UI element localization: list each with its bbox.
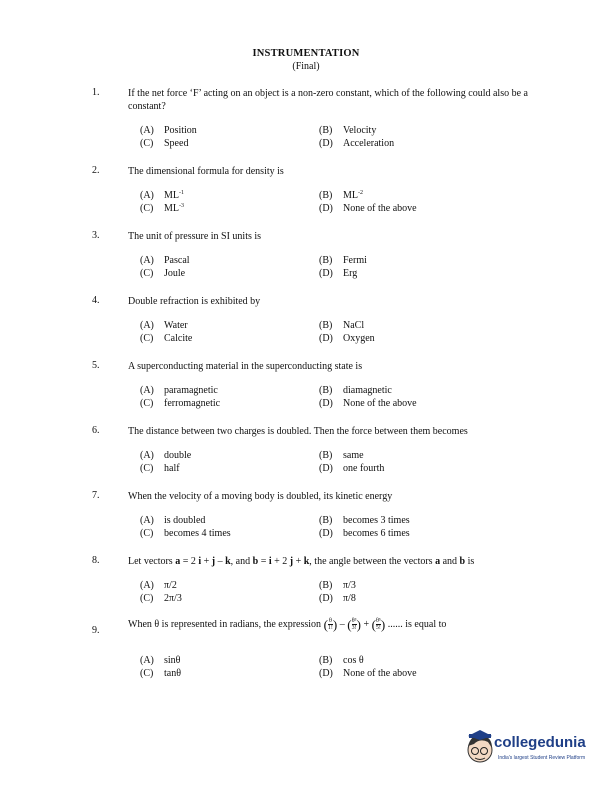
option-a	[140, 320, 188, 331]
text-part: –	[215, 556, 226, 567]
option-text: ferromagnetic	[164, 398, 221, 409]
option-label: (B)	[319, 515, 333, 526]
option-a	[140, 190, 184, 201]
option-a	[140, 450, 191, 461]
text-part: , the angle between the vectors	[309, 556, 436, 567]
option-a	[140, 125, 197, 136]
text-part: +	[293, 556, 304, 567]
option-d	[319, 333, 375, 344]
option-text: π/8	[343, 593, 356, 604]
option-label: (A)	[140, 515, 154, 526]
question-number: 9.	[92, 625, 100, 636]
option-text: diamagnetic	[343, 385, 392, 396]
option-c	[140, 138, 188, 149]
option-c	[140, 463, 180, 474]
option-text: 2π/3	[164, 593, 182, 604]
option-text: Calcite	[164, 333, 193, 344]
question-number: 6.	[92, 425, 100, 436]
option-d	[319, 528, 410, 539]
option-c	[140, 668, 181, 679]
option-text: Fermi	[343, 255, 367, 266]
vector-i: i	[198, 556, 202, 567]
question-number: 1.	[92, 87, 100, 98]
option-label: (B)	[319, 190, 333, 201]
option-c	[140, 203, 184, 214]
option-text: None of the above	[343, 668, 417, 679]
option-text: Position	[164, 125, 197, 136]
vector-a: a	[175, 556, 181, 567]
option-b	[319, 385, 392, 396]
option-text: Velocity	[343, 125, 377, 136]
option-superscript: -1	[179, 190, 184, 196]
option-label: (A)	[140, 655, 154, 666]
option-label: (B)	[319, 580, 333, 591]
option-d	[319, 668, 417, 679]
option-label: (D)	[319, 268, 333, 279]
option-text: Joule	[164, 268, 186, 279]
math-paren: (	[347, 617, 352, 633]
vector-k: k	[303, 556, 310, 567]
option-label: (D)	[319, 593, 333, 604]
option-label: (B)	[319, 385, 333, 396]
question-text: Double refraction is exhibited by	[128, 296, 261, 307]
option-a	[140, 515, 205, 526]
option-label: (C)	[140, 268, 154, 279]
option-b	[319, 190, 363, 201]
question-text	[128, 618, 578, 631]
option-text: sinθ	[164, 655, 181, 666]
option-text: paramagnetic	[164, 385, 218, 396]
option-a	[140, 385, 218, 396]
option-text: ML	[164, 203, 179, 214]
numerator: θ	[328, 618, 332, 625]
numerator: θ⁵	[375, 618, 381, 625]
option-label: (C)	[140, 138, 154, 149]
option-b	[319, 125, 376, 136]
option-b	[319, 320, 364, 331]
option-a	[140, 255, 190, 266]
option-label: (A)	[140, 385, 154, 396]
option-b	[319, 255, 367, 266]
option-text: Pascal	[164, 255, 190, 266]
vector-k: k	[225, 556, 231, 567]
math-operator: +	[363, 619, 370, 630]
option-label: (A)	[140, 320, 154, 331]
numerator: θ³	[351, 618, 357, 625]
text-part: and	[440, 556, 460, 567]
question-number: 7.	[92, 490, 100, 501]
math-paren: )	[380, 617, 386, 633]
option-label: (D)	[319, 398, 333, 409]
text-part: is	[465, 556, 475, 567]
question-text-post: ...... is equal to	[387, 619, 447, 630]
option-label: (D)	[319, 463, 333, 474]
option-label: (D)	[319, 138, 333, 149]
question-number: 3.	[92, 230, 100, 241]
option-label: (A)	[140, 125, 154, 136]
option-label: (B)	[319, 320, 333, 331]
vector-b: b	[459, 556, 466, 567]
option-b	[319, 450, 364, 461]
option-b	[319, 515, 410, 526]
text-part: =	[258, 556, 269, 567]
option-label: (D)	[319, 528, 333, 539]
page-subtitle: (Final)	[292, 61, 320, 72]
option-d	[319, 398, 417, 409]
question-text: When the velocity of a moving body is doubled, its kinetic energy	[128, 491, 393, 502]
option-c	[140, 398, 220, 409]
option-label: (A)	[140, 580, 154, 591]
option-label: (B)	[319, 655, 333, 666]
option-d	[319, 138, 394, 149]
option-c	[140, 528, 231, 539]
page-title: INSTRUMENTATION	[252, 48, 360, 59]
question-text	[128, 555, 568, 568]
option-d	[319, 268, 357, 279]
option-d	[319, 463, 384, 474]
question-text: A superconducting material in the superconducting state is	[128, 361, 363, 372]
option-text: None of the above	[343, 398, 417, 409]
math-operator: –	[339, 619, 345, 630]
option-text: becomes 3 times	[343, 515, 410, 526]
option-label: (C)	[140, 398, 154, 409]
vector-i: i	[268, 556, 272, 567]
option-text: Water	[164, 320, 188, 331]
option-text: becomes 6 times	[343, 528, 410, 539]
option-label: (A)	[140, 450, 154, 461]
option-label: (C)	[140, 333, 154, 344]
vector-j: j	[211, 556, 216, 567]
option-c	[140, 333, 192, 344]
option-text: Oxygen	[343, 333, 375, 344]
question-number: 8.	[92, 555, 100, 566]
option-label: (C)	[140, 593, 154, 604]
question-number: 2.	[92, 165, 100, 176]
option-label: (D)	[319, 333, 333, 344]
option-text: None of the above	[343, 203, 417, 214]
option-text: NaCl	[343, 320, 365, 331]
option-text: Acceleration	[343, 138, 395, 149]
text-part: = 2	[180, 556, 199, 567]
option-text: double	[164, 450, 192, 461]
option-label: (D)	[319, 203, 333, 214]
option-b	[319, 655, 364, 666]
denominator: 3!	[351, 625, 357, 632]
option-superscript: -2	[358, 190, 363, 196]
option-label: (B)	[319, 450, 333, 461]
option-label: (A)	[140, 255, 154, 266]
logo-tagline: India's largest Student Review Platform	[498, 755, 586, 761]
option-text: one fourth	[343, 463, 385, 474]
option-text: ML	[164, 190, 179, 201]
math-paren: (	[323, 617, 328, 633]
option-superscript: -3	[179, 203, 184, 209]
math-paren: )	[332, 617, 338, 633]
denominator: 1!	[327, 625, 333, 632]
option-text: tanθ	[164, 668, 182, 679]
question-number: 4.	[92, 295, 100, 306]
option-label: (C)	[140, 528, 154, 539]
option-text: π/2	[164, 580, 177, 591]
option-d	[319, 593, 356, 604]
text-part: + 2	[271, 556, 290, 567]
option-text: half	[164, 463, 180, 474]
question-text: The dimensional formula for density is	[128, 166, 284, 177]
option-text: cos θ	[343, 655, 364, 666]
question-text: The unit of pressure in SI units is	[128, 231, 262, 242]
question-number: 5.	[92, 360, 100, 371]
math-paren: )	[356, 617, 361, 633]
option-label: (A)	[140, 190, 154, 201]
option-a	[140, 655, 180, 666]
option-a	[140, 580, 177, 591]
option-text: same	[343, 450, 364, 461]
text-part: , and	[230, 556, 253, 567]
option-text: π/3	[343, 580, 356, 591]
option-text: is doubled	[164, 515, 206, 526]
vector-a: a	[435, 556, 441, 567]
denominator: 5!	[375, 625, 381, 632]
question-text: The distance between two charges is doubled. Then the force between them becomes	[128, 426, 468, 437]
logo-wordmark: collegedunia	[494, 734, 586, 751]
option-c	[140, 593, 182, 604]
question-text-pre: When θ is represented in radians, the expression	[128, 619, 322, 630]
option-text: becomes 4 times	[164, 528, 231, 539]
option-label: (D)	[319, 668, 333, 679]
option-label: (C)	[140, 668, 154, 679]
option-b	[319, 580, 356, 591]
option-text: Erg	[343, 268, 358, 279]
option-c	[140, 268, 185, 279]
option-label: (B)	[319, 255, 333, 266]
option-label: (C)	[140, 463, 154, 474]
option-text: Speed	[164, 138, 189, 149]
text-part: +	[201, 556, 212, 567]
option-label: (C)	[140, 203, 154, 214]
math-paren: (	[371, 617, 376, 633]
option-label: (B)	[319, 125, 333, 136]
option-d	[319, 203, 417, 214]
question-text: If the net force ‘F’ acting on an object is a non-zero constant, which of the following could also be a constant?	[128, 88, 528, 112]
vector-j: j	[289, 556, 294, 567]
vector-b: b	[252, 556, 259, 567]
option-text: ML	[343, 190, 358, 201]
text-part: Let vectors	[128, 556, 176, 567]
